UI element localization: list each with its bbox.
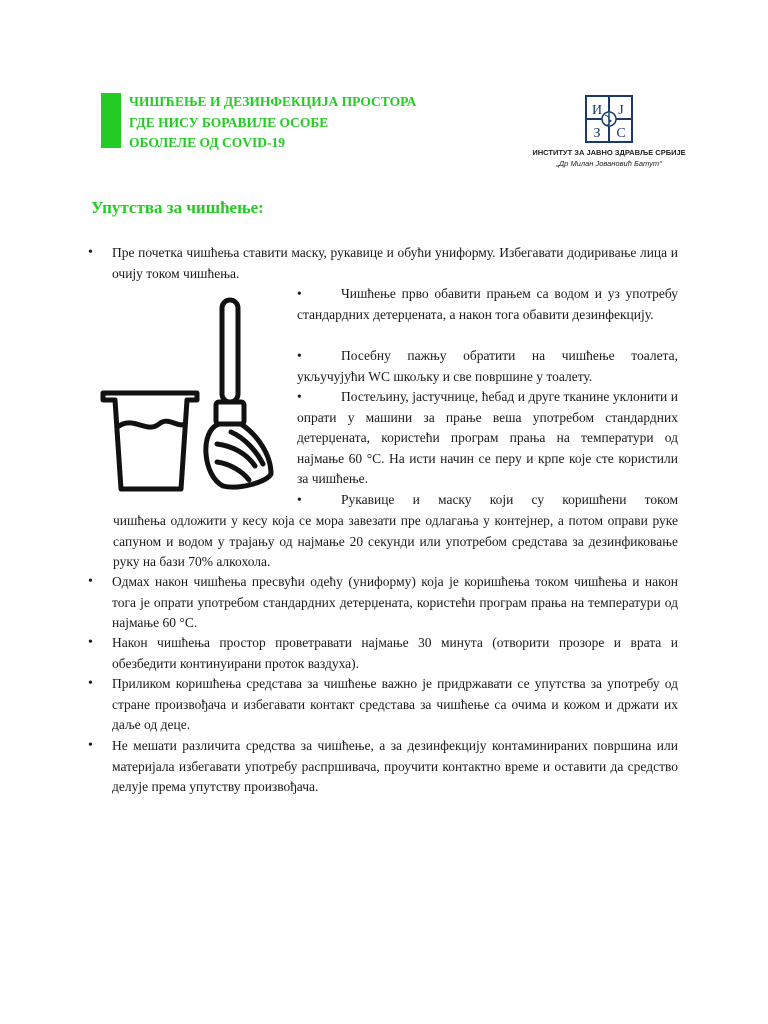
bullet-dot: • xyxy=(297,286,302,301)
bullet-dot: • xyxy=(88,738,93,753)
list-item xyxy=(88,243,678,284)
bullet-text-9: Не мешати различита средства за чишћење, а за дезинфекцију контаминираних површина или материјала избегавати употребу распршивача, проучити контактно време и оставити да средство делује према упутству произвођача. xyxy=(112,738,678,795)
bullet-dot: • xyxy=(88,676,93,691)
logo-institute-name: ИНСТИТУТ ЗА ЈАВНО ЗДРАВЉЕ СРБИЈЕ xyxy=(532,148,686,157)
logo-letter-4: С xyxy=(616,126,626,141)
bullet-item-5-continuation: чишћења одложити у кесу која се мора завезати пре одлагања у контејнер, а потом оправи руке сапуном и водом у трајању од најмање 20 секунди или употребом средстава за дезинфиковање руку на бази 70% алкохола. xyxy=(113,513,678,570)
institute-logo xyxy=(532,92,686,176)
bucket-and-mop-icon xyxy=(99,296,279,496)
bullet-text-2: Чишћење прво обавити прањем са водом и уз употребу стандардних детерџената, а након тога обавити дезинфекцију. xyxy=(297,286,678,322)
bullet-dot: • xyxy=(297,348,302,363)
title-line-2: ГДЕ НИСУ БОРАВИЛЕ ОСОБЕ xyxy=(129,114,329,130)
bullet-text-4: Постељину, јастучнице, ћебад и друге тканине уклонити и опрати у машини за прање веша употребом стандардних детерџената, користећи програм прања на температури од најмање 60 °C. На исти начин се перу и крпе које сте користили за чишћење. xyxy=(297,389,678,487)
institute-emblem-icon xyxy=(532,92,686,152)
list-item xyxy=(88,674,678,736)
list-item xyxy=(88,633,678,674)
bullet-item-4 xyxy=(297,387,678,490)
bullet-item-2 xyxy=(297,284,678,325)
list-item xyxy=(88,736,678,798)
logo-letter-3: З xyxy=(593,126,601,141)
bullet-dot: • xyxy=(88,574,93,589)
bullet-dot: • xyxy=(88,245,93,260)
bullet-text-3: Посебну пажњу обратити на чишћење тоалета, укључујући WC шкољку и све површине у тоалету. xyxy=(297,348,678,384)
section-heading: Упутства за чишћење: xyxy=(91,198,264,217)
bullet-text-7: Након чишћења простор проветравати најмање 30 минута (отворити прозоре и врата и обезбедити континуирани проток ваздуха). xyxy=(112,635,678,671)
bullet-text-5-first: Рукавице и маску који су коришћени током xyxy=(341,492,678,507)
list-item xyxy=(88,572,678,634)
logo-letter-2: Ј xyxy=(618,103,624,118)
bullet-item-5-start xyxy=(297,490,678,511)
accent-bar xyxy=(101,93,121,148)
title-line-3: ОБОЛЕЛЕ ОД COVID-19 xyxy=(129,135,285,150)
bullet-dot: • xyxy=(297,492,302,507)
logo-institute-subtitle: „Др Милан Јовановић Батут“ xyxy=(556,159,662,168)
logo-letter-1: И xyxy=(591,103,603,118)
bullet-dot: • xyxy=(297,389,302,404)
bullet-text-1: Пре почетка чишћења ставити маску, рукавице и обући униформу. Избегавати додиривање лица и очију током чишћења. xyxy=(112,245,678,281)
document-title xyxy=(129,92,416,154)
bullet-item-3 xyxy=(297,346,678,387)
bullet-dot: • xyxy=(88,635,93,650)
bullet-text-8: Приликом коришћења средстава за чишћење важно је придржавати се упутства за употребу од стране произвођача и избегавати контакт средстава за чишћење са очима и кожом и држати их даље од деце. xyxy=(112,676,678,733)
bullet-text-6: Одмах након чишћења пресвући одећу (униформу) која је коришћења током чишћења и након тога је опрати употребом стандардних детерџената, користећи програм прања на температури од најмање 60 °C. xyxy=(112,574,678,631)
title-line-1: ЧИШЋЕЊЕ И ДЕЗИНФЕКЦИЈА ПРОСТОРА xyxy=(129,94,417,109)
